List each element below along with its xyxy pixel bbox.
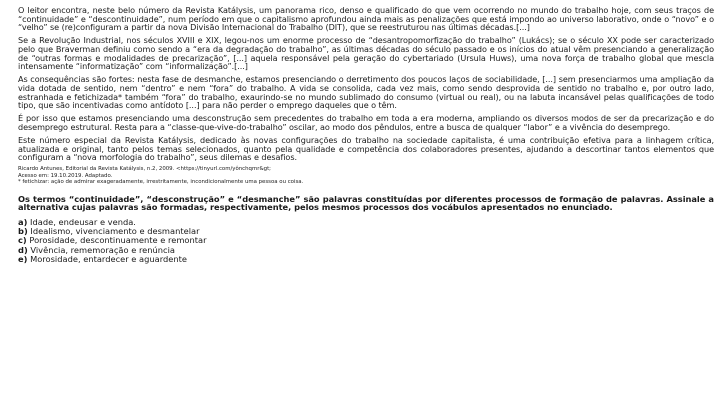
option-e[interactable] — [18, 255, 714, 264]
paragraph-5: Este número especial da Revista Katálysis, dedicado às novas configurações do trabalho na sociedade capitalista, é uma contribuição efetiva para a linhagem crítica, atualizada e original, tanto pelos temas selecionados, quanto pela qualidade e competência dos colaboradores presentes, ajudando a descortinar tantos elementos que configuram a “nova morfologia do trabalho”, seus dilemas e desafios. — [18, 135, 714, 163]
paragraph-4: É por isso que estamos presenciando uma desconstrução sem precedentes do trabalho em toda a era moderna, ampliando os diversos modos de ser da precarização e do desemprego estrutural. Resta para a “classe-que-vive-do-trabalho” oscilar, ao modo dos pêndulos, entre a busca de qualquer “labor” e a vivência do desemprego. — [18, 113, 714, 132]
option-text: Idade, endeusar e venda. — [30, 217, 136, 228]
reference-citation: Ricardo Antunes, Editorial da Revista Katálysis, n.2, 2009. <https://tinyurl.com/yônchqmr&gt; — [18, 166, 272, 173]
paragraph-3: As consequências são fortes: nesta fase de desmanche, estamos presenciando o derretimento dos poucos laços de sociabilidade, [...] sem presenciarmos uma ampliação da vida dotada de sentido, nem “dentro” e nem “fora” do trabalho. A vida se consolida, cada vez mais, como sendo desprovida de sentido no trabalho e, por outro lado, estranhada e fetichizada* também “fora” do trabalho, exaurindo-se no mundo sublimado do consumo (virtual ou real), ou na labuta incansável pelas qualificações de todo tipo, que são incentivadas como antídoto [...] para não perder o emprego daqueles que o têm. — [18, 74, 714, 111]
reference-footnote: * fetichizar: ação de admirar exageradamente, irrestritamente, incondicionalmente uma pessoa ou coisa. — [18, 179, 304, 186]
option-text: Porosidade, descontinuamente e remontar — [29, 235, 207, 246]
question-prompt: Os termos “continuidade”, “desconstrução” e “desmanche” são palavras constituídas por diferentes processos de formação de palavras. Assinale a alternativa cujas palavras são formadas, respectivamente, pelos mesmos processos dos vocábulos apresentados no enunciado. — [18, 193, 714, 213]
option-letter: a) — [18, 217, 28, 228]
reference-access-date: Acesso em: 19.10.2019. Adaptado. — [18, 172, 113, 179]
paragraph-1: O leitor encontra, neste belo número da Revista Katálysis, um panorama rico, denso e qualificado do que vem ocorrendo no mundo do trabalho hoje, com seus traços de “continuidade” e “descontinuidade”, num período em que o capitalismo aprofundou ainda mais as penalizações que está impondo ao universo laborativo, onde o “novo” e o “velho” se (re)configuram a partir da nova Divisão Internacional do Trabalho (DIT), que se reestruturou nas últimas décadas.[...] — [18, 5, 714, 33]
option-text: Morosidade, entardecer e aguardente — [30, 253, 187, 264]
option-letter: e) — [18, 253, 28, 264]
option-text: Vivência, rememoração e renúncia — [30, 244, 176, 255]
source-reference — [18, 166, 714, 185]
text-body — [18, 6, 714, 162]
option-letter: c) — [18, 235, 27, 246]
answer-options — [18, 218, 714, 263]
option-letter: b) — [18, 226, 28, 237]
option-text: Idealismo, vivenciamento e desmantelar — [30, 226, 200, 237]
option-letter: d) — [18, 244, 28, 255]
paragraph-2: Se a Revolução Industrial, nos séculos XVIII e XIX, legou-nos um enorme processo de “desantropomorfização do trabalho” (Lukács); se o século XX pode ser caracterizado pelo que Braverman definiu como sendo a “era da degradação do trabalho”, as últimas décadas do século passado e os inícios do atual vêm presenciando a generalização de “outras formas e modalidades de precarização”, [...] aquela responsável pela geração do cybertariado (Ursula Huws), uma nova força de trabalho global que mescla intensamente “informatização” com “informalização”.[...] — [18, 35, 714, 72]
